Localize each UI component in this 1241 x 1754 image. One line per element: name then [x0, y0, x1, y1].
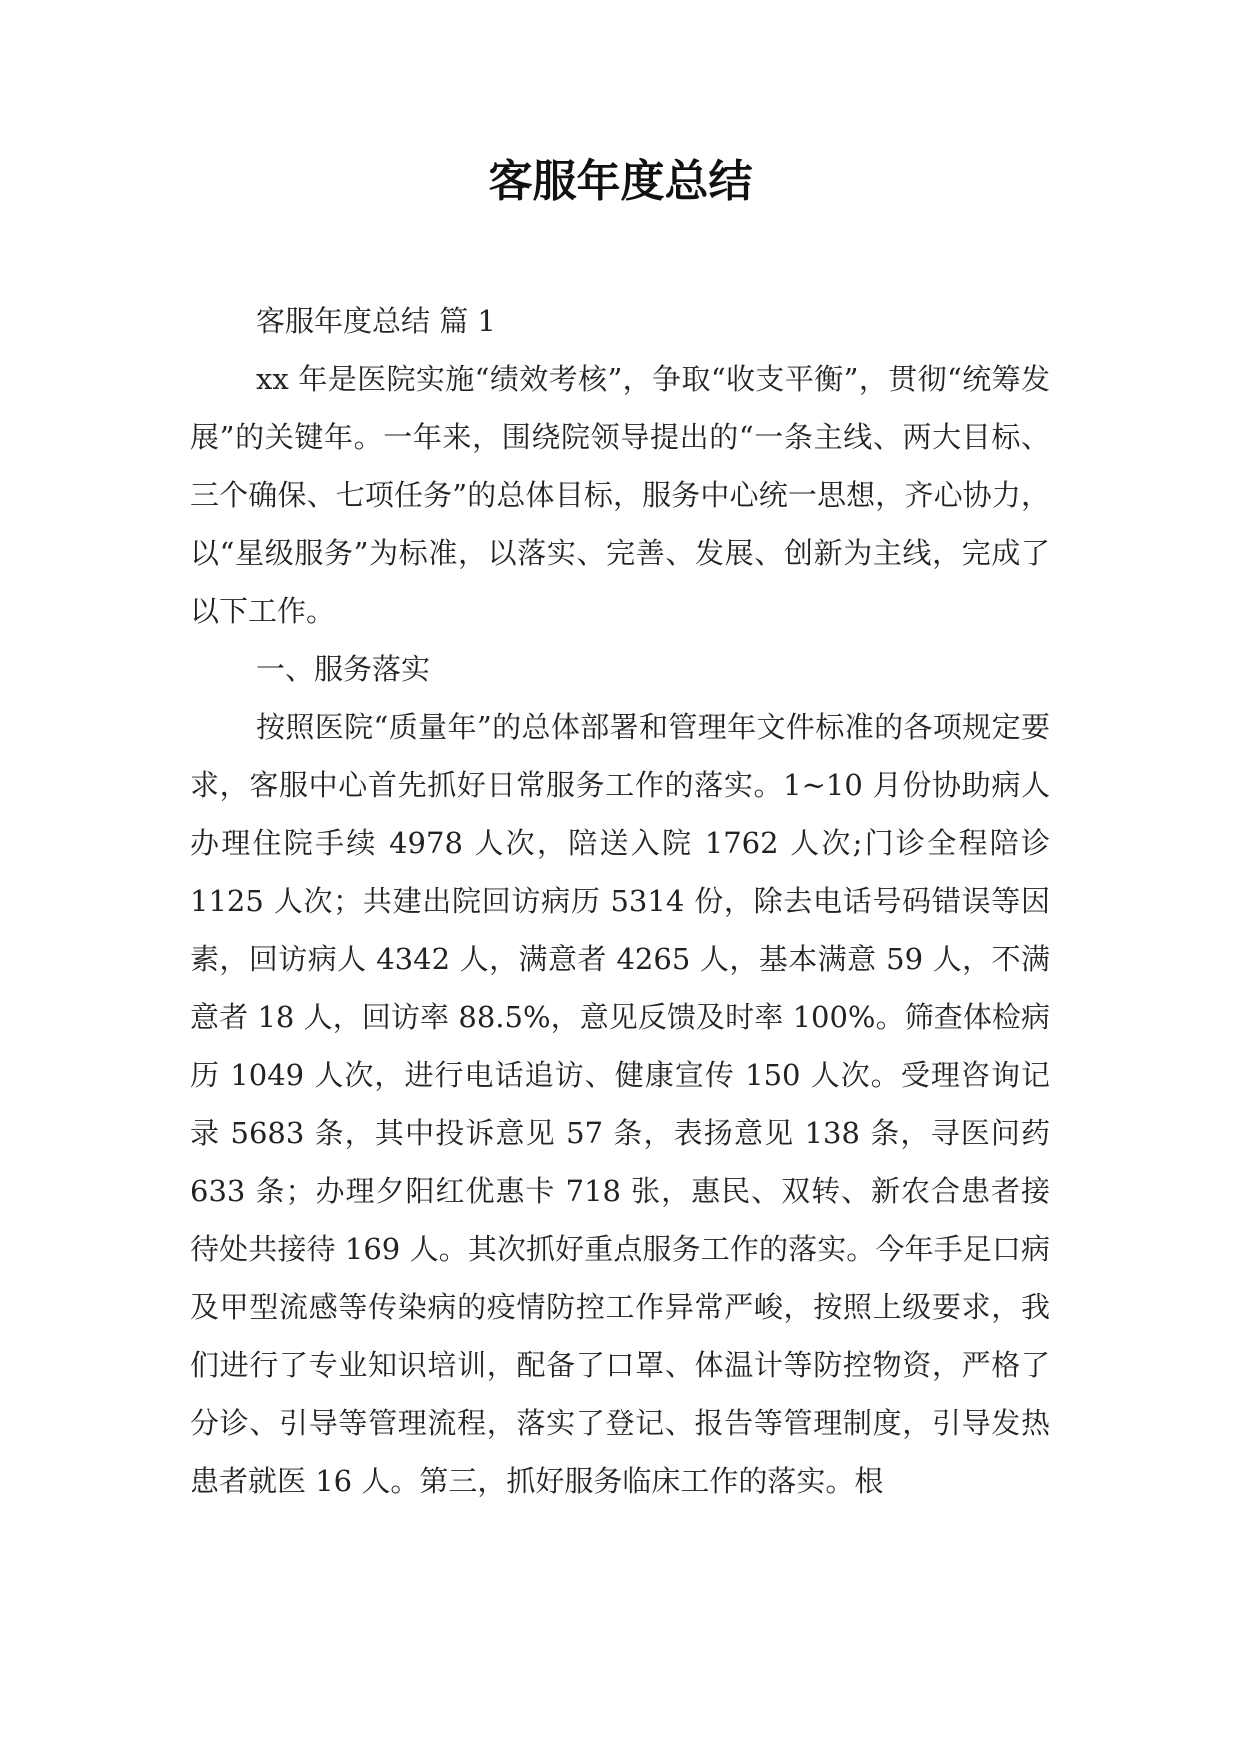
section-heading-part-1: 客服年度总结 篇 1 [256, 304, 496, 338]
page-title: 客服年度总结 [488, 156, 753, 207]
intro-paragraph: xx 年是医院实施“绩效考核”，争取“收支平衡”，贯彻“统筹发展”的关键年。一年来，围绕院领导提出的“一条主线、两大目标、三个确保、七项任务”的总体目标，服务中心统一思想，齐心协力，以“星级服务”为标准，以落实、完善、发展、创新为主线，完成了以下工作。 [190, 362, 1050, 628]
section-heading-service: 一、服务落实 [256, 652, 431, 686]
service-paragraph: 按照医院“质量年”的总体部署和管理年文件标准的各项规定要求，客服中心首先抓好日常服务工作的落实。1~10 月份协助病人办理住院手续 4978 人次，陪送入院 1762 人次;门诊全程陪诊 1125 人次；共建出院回访病历 5314 份，除去电话号码错误等因素，回访病人 4342 人，满意者 4265 人，基本满意 59 人，不满意者 18 人，回访率 88.5%，意见反馈及时率 100%。筛查体检病历 1049 人次，进行电话追访、健康宣传 150 人次。受理咨询记录 5683 条，其中投诉意见 57 条，表扬意见 138 条，寻医问药 633 条；办理夕阳红优惠卡 718 张，惠民、双转、新农合患者接待处共接待 169 人。其次抓好重点服务工作的落实。今年手足口病及甲型流感等传染病的疫情防控工作异常严峻，按照上级要求，我们进行了专业知识培训，配备了口罩、体温计等防控物资，严格了分诊、引导等管理流程，落实了登记、报告等管理制度，引导发热患者就医 16 人。第三，抓好服务临床工作的落实。根 [190, 710, 1050, 1498]
document-body [190, 292, 1050, 1510]
